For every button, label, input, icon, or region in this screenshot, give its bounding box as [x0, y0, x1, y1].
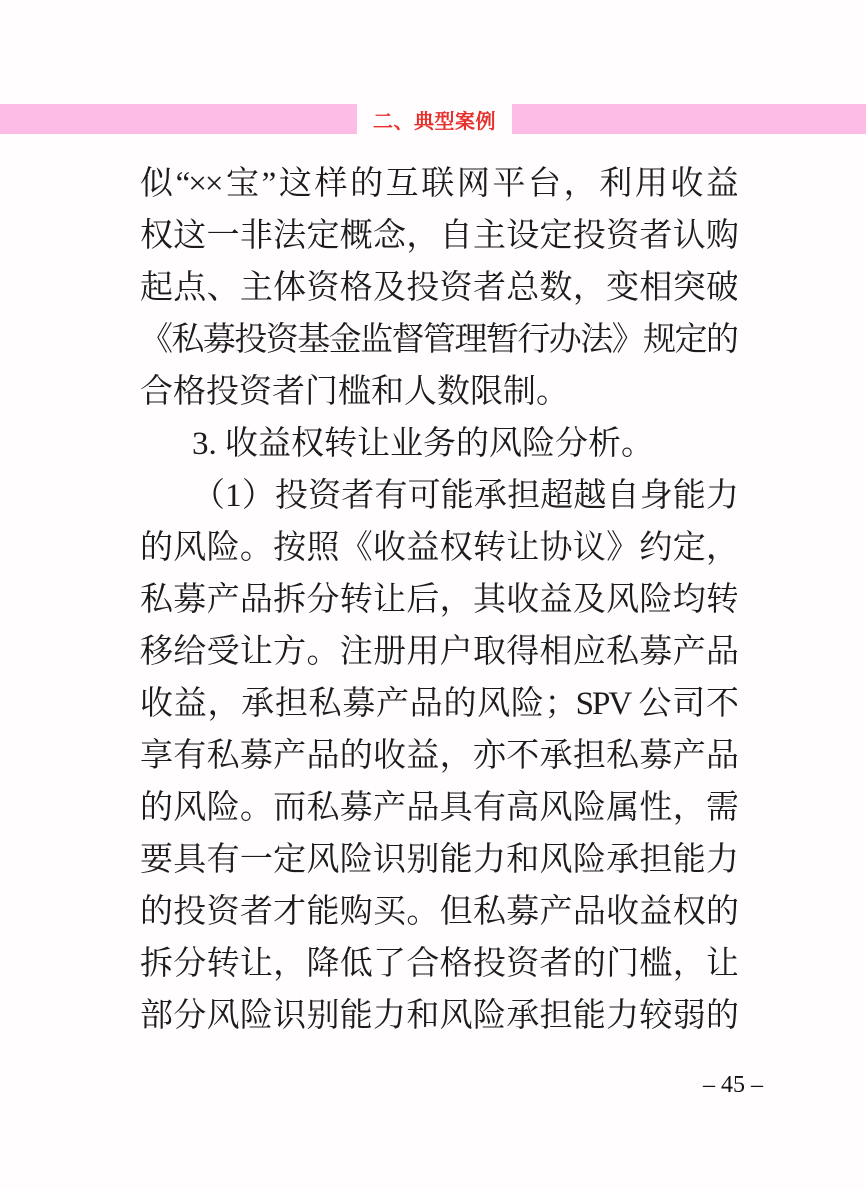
- text-line: 的风险。而私募产品具有高风险属性，需: [140, 790, 737, 826]
- text-line: 起点、主体资格及投资者总数，变相突破: [140, 270, 737, 306]
- text-line: （1）投资者有可能承担超越自身能力: [192, 478, 737, 514]
- page-number: – 45 –: [703, 1072, 763, 1098]
- text-line: 拆分转让，降低了合格投资者的门槛，让: [140, 946, 737, 982]
- chapter-title: 二、典型案例: [357, 104, 512, 134]
- text-line: 的投资者才能购买。但私募产品收益权的: [140, 894, 737, 930]
- header-bar-left-segment: [0, 104, 357, 134]
- text-line: 合格投资者门槛和人数限制。: [140, 374, 569, 410]
- text-line: 3. 收益权转让业务的风险分析。: [192, 426, 654, 462]
- text-line: 的风险。按照《收益权转让协议》约定，: [140, 530, 737, 566]
- text-line: 要具有一定风险识别能力和风险承担能力: [140, 842, 737, 878]
- text-line: 《私募投资基金监督管理暂行办法》规定的: [140, 322, 737, 358]
- text-line: 移给受让方。注册用户取得相应私募产品: [140, 634, 737, 670]
- header-bar-right-segment: [512, 104, 866, 134]
- text-line: 享有私募产品的收益，亦不承担私募产品: [140, 738, 737, 774]
- body-text-block: [140, 158, 737, 1042]
- text-line: 似“××宝”这样的互联网平台，利用收益: [140, 166, 737, 202]
- text-line: 收益，承担私募产品的风险；SPV 公司不: [140, 686, 737, 722]
- text-line: 部分风险识别能力和风险承担能力较弱的: [140, 998, 737, 1034]
- chapter-header-bar: [0, 104, 866, 134]
- text-line: 私募产品拆分转让后，其收益及风险均转: [140, 582, 737, 618]
- text-line: 权这一非法定概念，自主设定投资者认购: [140, 218, 737, 254]
